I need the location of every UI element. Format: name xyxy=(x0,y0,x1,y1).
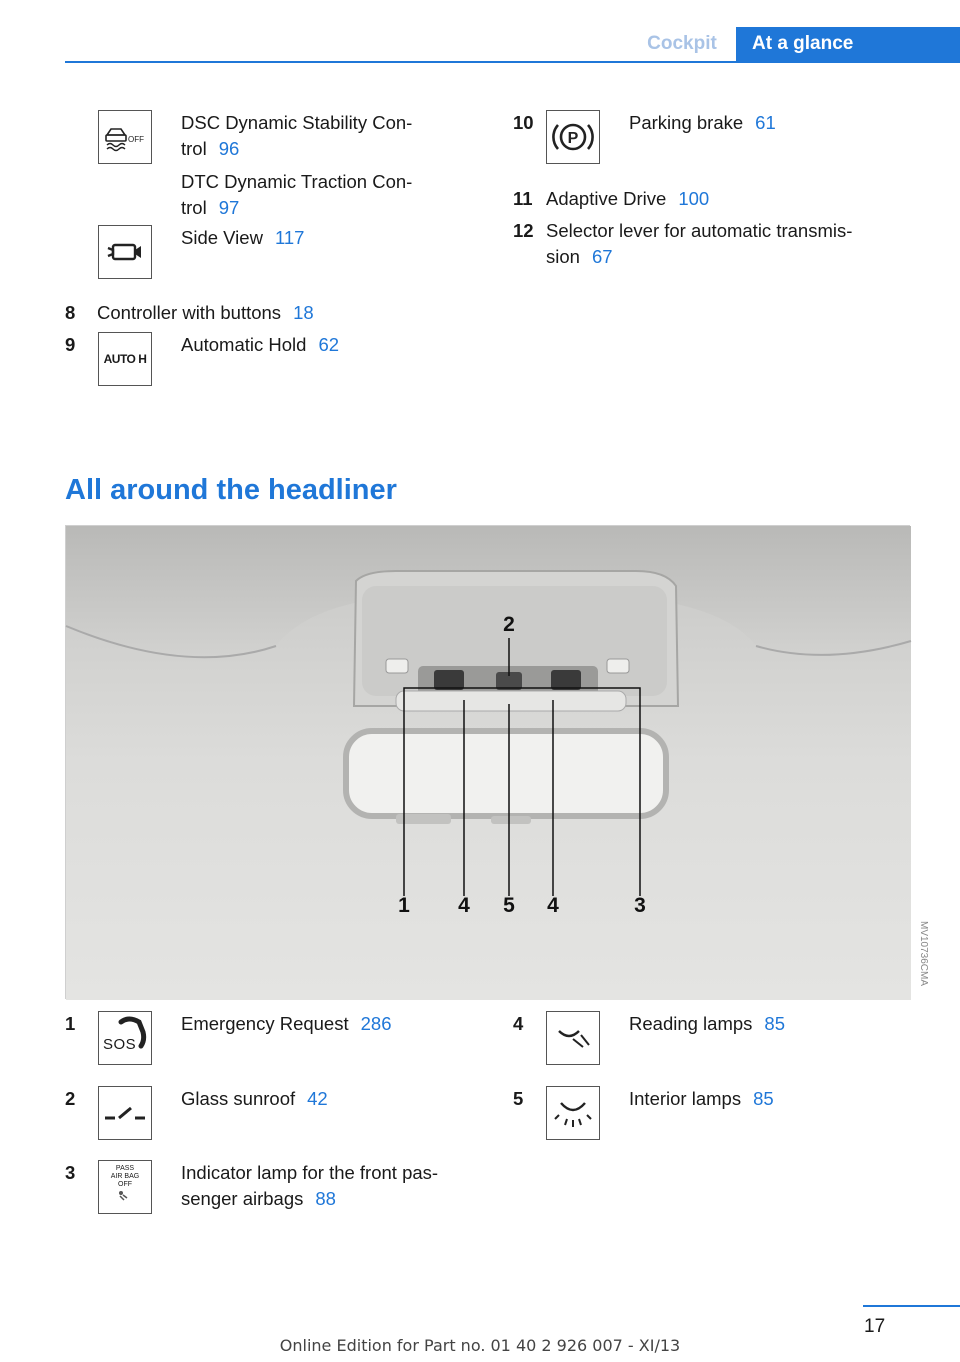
list-item-2 xyxy=(65,1086,328,1140)
list-item-1 xyxy=(65,1011,392,1065)
parking-brake-icon xyxy=(546,110,600,164)
reading-lamps-label: Reading lamps xyxy=(629,1013,753,1034)
callout-5: 5 xyxy=(503,894,515,917)
sos-icon xyxy=(98,1011,152,1065)
item-number: 2 xyxy=(65,1088,76,1109)
item-number: 8 xyxy=(65,302,76,323)
list-item-10 xyxy=(513,110,776,164)
item-number: 9 xyxy=(65,334,76,355)
adaptive-drive-label: Adaptive Drive xyxy=(546,188,667,209)
item-number: 5 xyxy=(513,1088,524,1109)
automatic-hold-label: Automatic Hold xyxy=(181,334,307,355)
dsc-page-ref[interactable]: 96 xyxy=(218,138,240,159)
headliner-photo xyxy=(65,525,929,999)
controller-page-ref[interactable]: 18 xyxy=(293,302,314,323)
header-section-tab[interactable]: Cockpit xyxy=(647,33,717,54)
airbag-icon-text: PASS AIR BAG OFF xyxy=(110,1165,140,1188)
auto-hold-icon xyxy=(98,332,152,386)
dsc-label: DSC Dynamic Stability Con- trol xyxy=(181,112,413,159)
callout-4a: 4 xyxy=(458,894,470,917)
callout-2: 2 xyxy=(503,613,515,636)
glass-sunroof-label: Glass sunroof xyxy=(181,1088,296,1109)
item-number: 12 xyxy=(513,220,534,241)
airbag-indicator-label: Indicator lamp for the front pas- senger airbags xyxy=(181,1162,439,1209)
dtc-page-ref[interactable]: 97 xyxy=(218,197,240,218)
reading-lamps-page-ref[interactable]: 85 xyxy=(764,1013,785,1034)
section-title: All around the headliner xyxy=(65,474,397,506)
automatic-hold-page-ref[interactable]: 62 xyxy=(318,334,340,355)
reading-lamp-icon xyxy=(546,1011,600,1065)
page-number: 17 xyxy=(864,1316,886,1337)
parking-brake-page-ref[interactable]: 61 xyxy=(755,112,776,133)
glass-sunroof-page-ref[interactable]: 42 xyxy=(307,1088,328,1109)
header-subsection-tab[interactable]: At a glance xyxy=(736,27,960,61)
list-item-dsc xyxy=(98,110,446,221)
callout-1: 1 xyxy=(398,894,410,917)
controller-label: Controller with buttons xyxy=(97,302,282,323)
item-number: 10 xyxy=(513,112,534,133)
side-view-label: Side View xyxy=(181,227,263,248)
dsc-off-icon xyxy=(98,110,152,164)
footer-rule xyxy=(863,1305,960,1307)
dtc-label: DTC Dynamic Traction Con- trol xyxy=(181,171,413,218)
airbag-indicator-page-ref[interactable]: 88 xyxy=(315,1188,336,1209)
auto-hold-icon-text: AUTO H xyxy=(103,352,147,366)
passenger-airbag-off-icon xyxy=(98,1160,152,1214)
selector-lever-page-ref[interactable]: 67 xyxy=(591,246,613,267)
side-view-camera-icon xyxy=(98,225,152,279)
callout-4b: 4 xyxy=(547,894,559,917)
sos-icon-text: SOS xyxy=(103,1036,137,1053)
list-item-8 xyxy=(65,300,314,326)
selector-lever-label: Selector lever for automatic transmis- sion xyxy=(546,220,853,267)
list-item-4 xyxy=(513,1011,785,1065)
item-number: 3 xyxy=(65,1162,76,1183)
item-number: 1 xyxy=(65,1013,76,1034)
callout-3: 3 xyxy=(634,894,646,917)
list-item-3 xyxy=(65,1160,471,1214)
interior-lamps-label: Interior lamps xyxy=(629,1088,742,1109)
parking-brake-label: Parking brake xyxy=(629,112,744,133)
list-item-5 xyxy=(513,1086,774,1140)
svg-text:OFF: OFF xyxy=(128,135,144,144)
side-view-page-ref[interactable]: 117 xyxy=(274,227,305,248)
list-item-12 xyxy=(513,218,891,270)
item-number: 4 xyxy=(513,1013,524,1034)
footer-edition: Online Edition for Part no. 01 40 2 926 007 - XI/13 xyxy=(279,1336,681,1355)
item-number: 11 xyxy=(513,188,533,209)
interior-lamp-icon xyxy=(546,1086,600,1140)
emergency-request-label: Emergency Request xyxy=(181,1013,349,1034)
sunroof-icon xyxy=(98,1086,152,1140)
interior-lamps-page-ref[interactable]: 85 xyxy=(753,1088,774,1109)
list-item-9 xyxy=(65,332,339,386)
image-code: MV10736CMA xyxy=(918,921,929,987)
header-rule xyxy=(65,61,960,63)
list-item-side-view xyxy=(98,225,304,279)
emergency-request-page-ref[interactable]: 286 xyxy=(360,1013,392,1034)
list-item-11 xyxy=(513,186,709,212)
adaptive-drive-page-ref[interactable]: 100 xyxy=(678,188,710,209)
svg-text:P: P xyxy=(567,130,579,147)
